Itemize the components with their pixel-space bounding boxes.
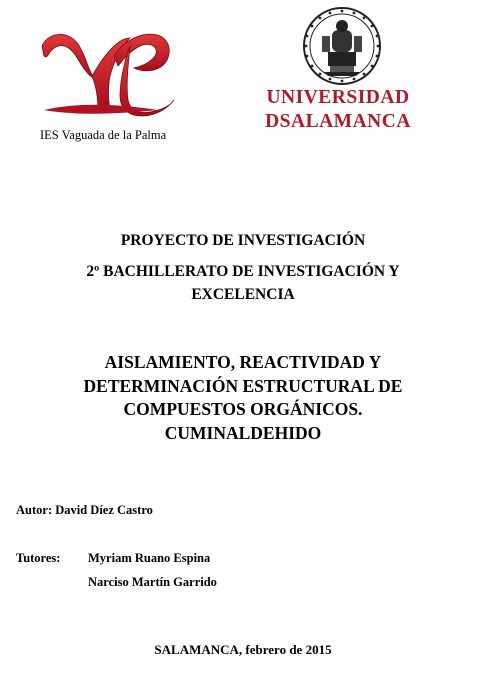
- title-line: CUMINALDEHIDO: [164, 422, 322, 443]
- author-label: Autor:: [16, 503, 53, 517]
- program-heading-line: EXCELENCIA: [191, 286, 295, 303]
- tutor-name: Myriam Ruano Espina: [88, 551, 211, 565]
- author-name: David Díez Castro: [55, 503, 153, 517]
- ies-logo-caption: IES Vaguada de la Palma: [40, 128, 167, 142]
- tutors-label: Tutores:: [16, 551, 61, 565]
- title-line: AISLAMIENTO, REACTIVIDAD Y: [104, 352, 382, 372]
- place-and-date: SALAMANCA, febrero de 2015: [154, 642, 332, 657]
- usal-wordmark-line2: DSALAMANCA: [265, 111, 411, 132]
- author-line: [16, 503, 153, 518]
- title-line: DETERMINACIÓN ESTRUCTURAL DE: [83, 375, 403, 396]
- ies-vaguada-logo-icon: [38, 26, 178, 118]
- title-line: COMPUESTOS ORGÁNICOS.: [123, 399, 363, 419]
- document-title: [0, 351, 486, 445]
- universidad-salamanca-wordmark: [262, 86, 414, 134]
- program-heading-line: 2º BACHILLERATO DE INVESTIGACIÓN Y: [86, 263, 400, 280]
- program-heading: [0, 260, 486, 306]
- project-type-heading: PROYECTO DE INVESTIGACIÓN: [120, 232, 366, 249]
- usal-wordmark-line1: UNIVERSIDAD: [266, 87, 410, 108]
- universidad-salamanca-seal-icon: [302, 6, 382, 86]
- tutor-name: Narciso Martín Garrido: [88, 575, 217, 589]
